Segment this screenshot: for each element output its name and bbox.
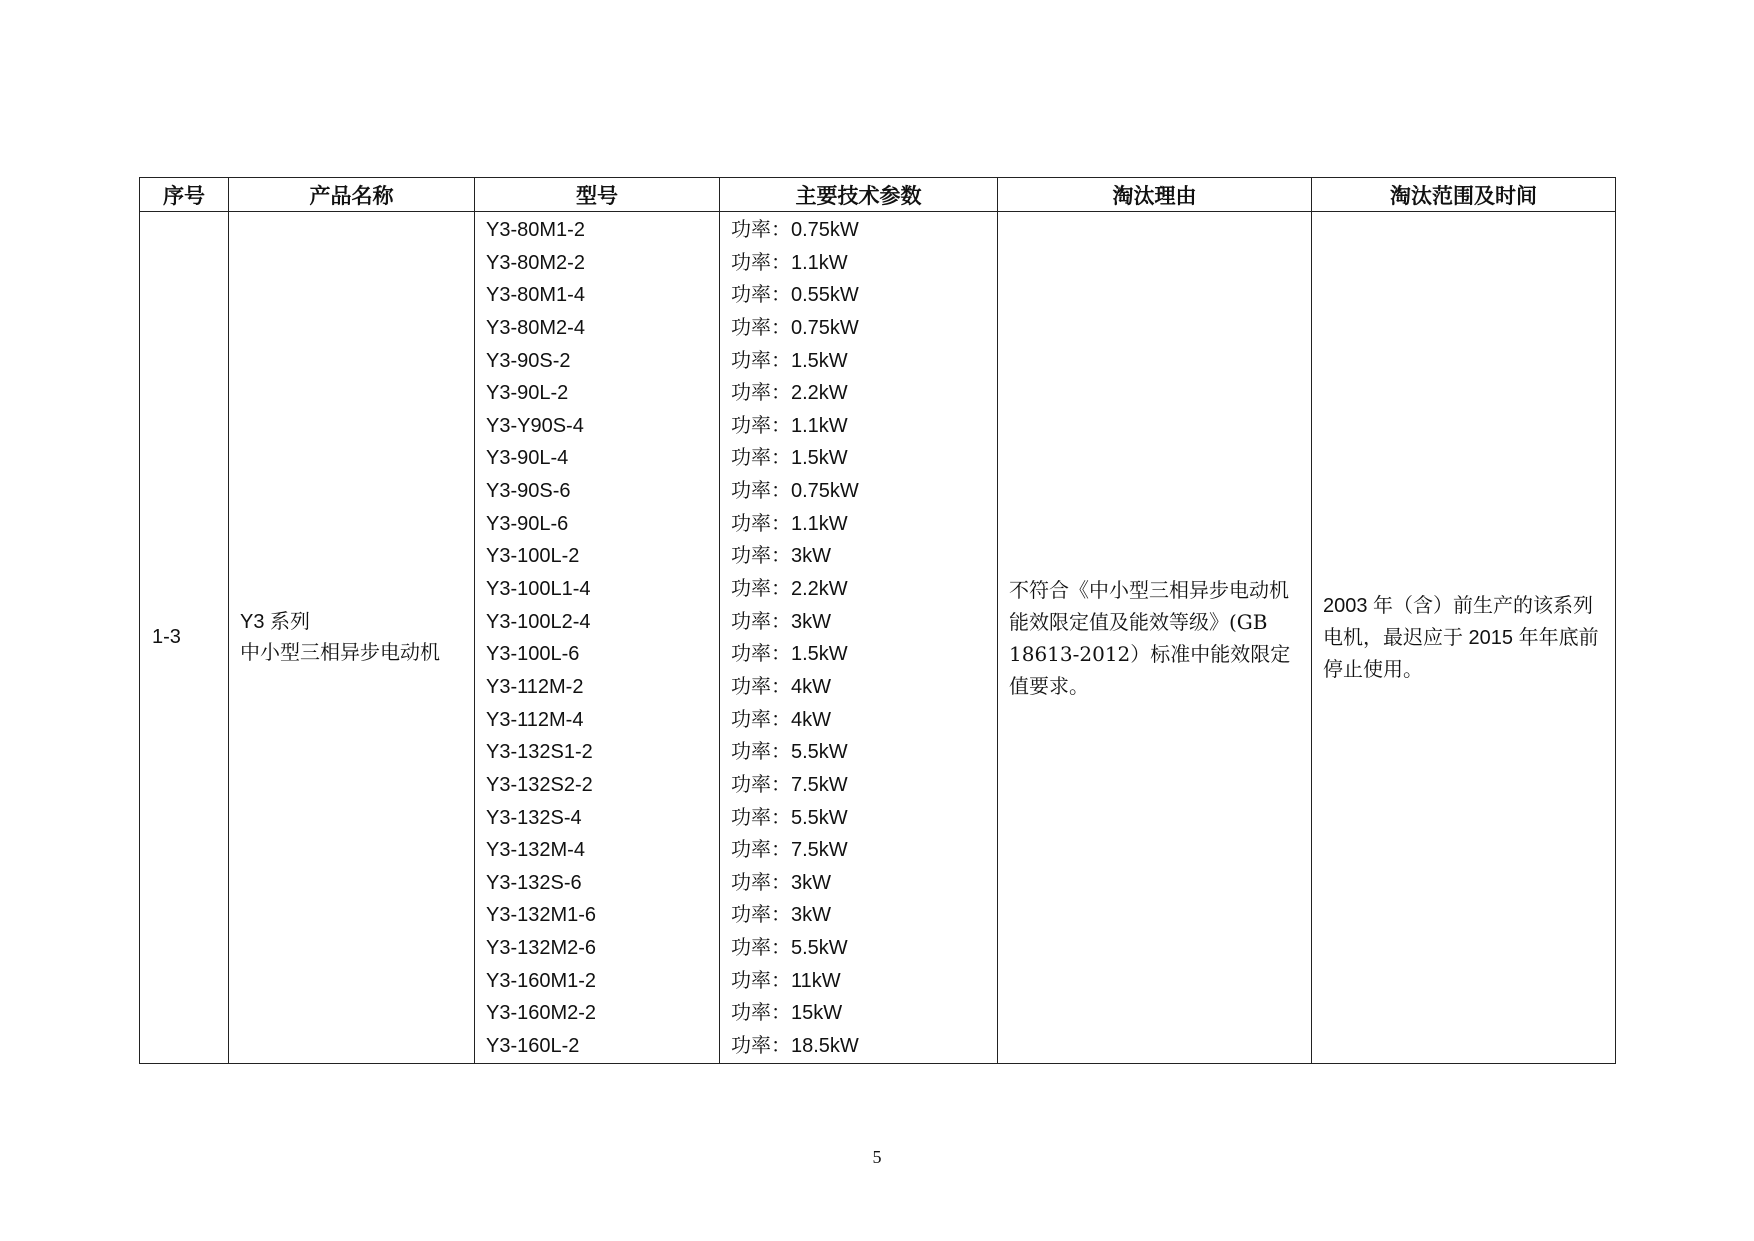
param-item: 功率：1.1kW — [731, 414, 848, 437]
eliminated-products-table — [139, 177, 1616, 1064]
model-item: Y3-100L-6 — [486, 643, 580, 666]
model-item: Y3-112M-2 — [486, 675, 584, 698]
cell-seq: 1-3 — [140, 212, 229, 1064]
param-item: 功率：7.5kW — [731, 773, 848, 796]
param-item: 功率：4kW — [731, 708, 831, 731]
cell-reason: 不符合《中小型三相异步电动机能效限定值及能效等级》(GB 18613-2012）标准中能效限定值要求。 — [998, 212, 1312, 1064]
model-item: Y3-132M-4 — [486, 839, 585, 862]
product-name-line1: Y3 系列 — [240, 610, 311, 633]
model-item: Y3-90S-6 — [486, 480, 571, 503]
model-item: Y3-132S-4 — [486, 806, 582, 829]
param-item: 功率：0.55kW — [731, 284, 859, 307]
model-item: Y3-112M-4 — [486, 708, 584, 731]
model-item: Y3-160M2-2 — [486, 1002, 597, 1025]
model-item: Y3-132M1-6 — [486, 904, 597, 927]
param-item: 功率：3kW — [731, 871, 831, 894]
model-item: Y3-80M2-2 — [486, 251, 585, 274]
page-number: 5 — [872, 1147, 882, 1167]
model-item: Y3-132S1-2 — [486, 741, 593, 764]
param-item: 功率：3kW — [731, 904, 831, 927]
header-tech-params: 主要技术参数 — [720, 178, 998, 212]
param-item: 功率：5.5kW — [731, 806, 848, 829]
cell-models — [475, 212, 720, 1064]
model-item: Y3-90S-2 — [486, 349, 571, 372]
table-header-row — [140, 178, 1616, 212]
model-item: Y3-100L-2 — [486, 545, 580, 568]
param-item: 功率：3kW — [731, 545, 831, 568]
header-model: 型号 — [475, 178, 720, 212]
param-item: 功率：1.5kW — [731, 643, 848, 666]
model-item: Y3-80M2-4 — [486, 316, 585, 339]
param-item: 功率：1.1kW — [731, 512, 848, 535]
param-item: 功率：0.75kW — [731, 316, 859, 339]
param-item: 功率：1.5kW — [731, 349, 848, 372]
param-item: 功率：2.2kW — [731, 578, 848, 601]
param-item: 功率：5.5kW — [731, 937, 848, 960]
header-product-name: 产品名称 — [229, 178, 475, 212]
model-item: Y3-132M2-6 — [486, 937, 597, 960]
model-item: Y3-132S2-2 — [486, 773, 593, 796]
param-item: 功率：0.75kW — [731, 219, 859, 241]
model-item: Y3-90L-4 — [486, 447, 569, 470]
param-item: 功率：7.5kW — [731, 839, 848, 862]
model-item: Y3-100L2-4 — [486, 610, 591, 633]
model-item: Y3-Y90S-4 — [486, 414, 584, 437]
model-item: Y3-80M1-4 — [486, 284, 585, 307]
model-item: Y3-132S-6 — [486, 871, 582, 894]
table-row — [140, 212, 1616, 1064]
header-range-time: 淘汰范围及时间 — [1312, 178, 1616, 212]
product-name-line2: 中小型三相异步电动机 — [240, 641, 440, 664]
header-reason: 淘汰理由 — [998, 178, 1312, 212]
param-item: 功率：18.5kW — [731, 1035, 859, 1058]
param-item: 功率：11kW — [731, 969, 841, 992]
param-item: 功率：5.5kW — [731, 741, 848, 764]
param-item: 功率：4kW — [731, 675, 831, 698]
param-item: 功率：0.75kW — [731, 480, 859, 503]
model-item: Y3-160L-2 — [486, 1035, 580, 1058]
model-item: Y3-90L-2 — [486, 382, 569, 405]
model-list — [475, 214, 719, 1063]
model-item: Y3-100L1-4 — [486, 578, 591, 601]
param-item: 功率：1.1kW — [731, 251, 848, 274]
cell-tech-params — [720, 212, 998, 1064]
param-list — [720, 214, 997, 1063]
header-seq: 序号 — [140, 178, 229, 212]
cell-range-time: 2003 年（含）前生产的该系列电机，最迟应于 2015 年年底前停止使用。 — [1312, 212, 1616, 1064]
param-item: 功率：2.2kW — [731, 382, 848, 405]
model-item: Y3-160M1-2 — [486, 969, 597, 992]
param-item: 功率：3kW — [731, 610, 831, 633]
param-item: 功率：15kW — [731, 1002, 843, 1025]
model-item: Y3-90L-6 — [486, 512, 569, 535]
model-item: Y3-80M1-2 — [486, 219, 585, 241]
cell-product-name — [229, 212, 475, 1064]
param-item: 功率：1.5kW — [731, 447, 848, 470]
